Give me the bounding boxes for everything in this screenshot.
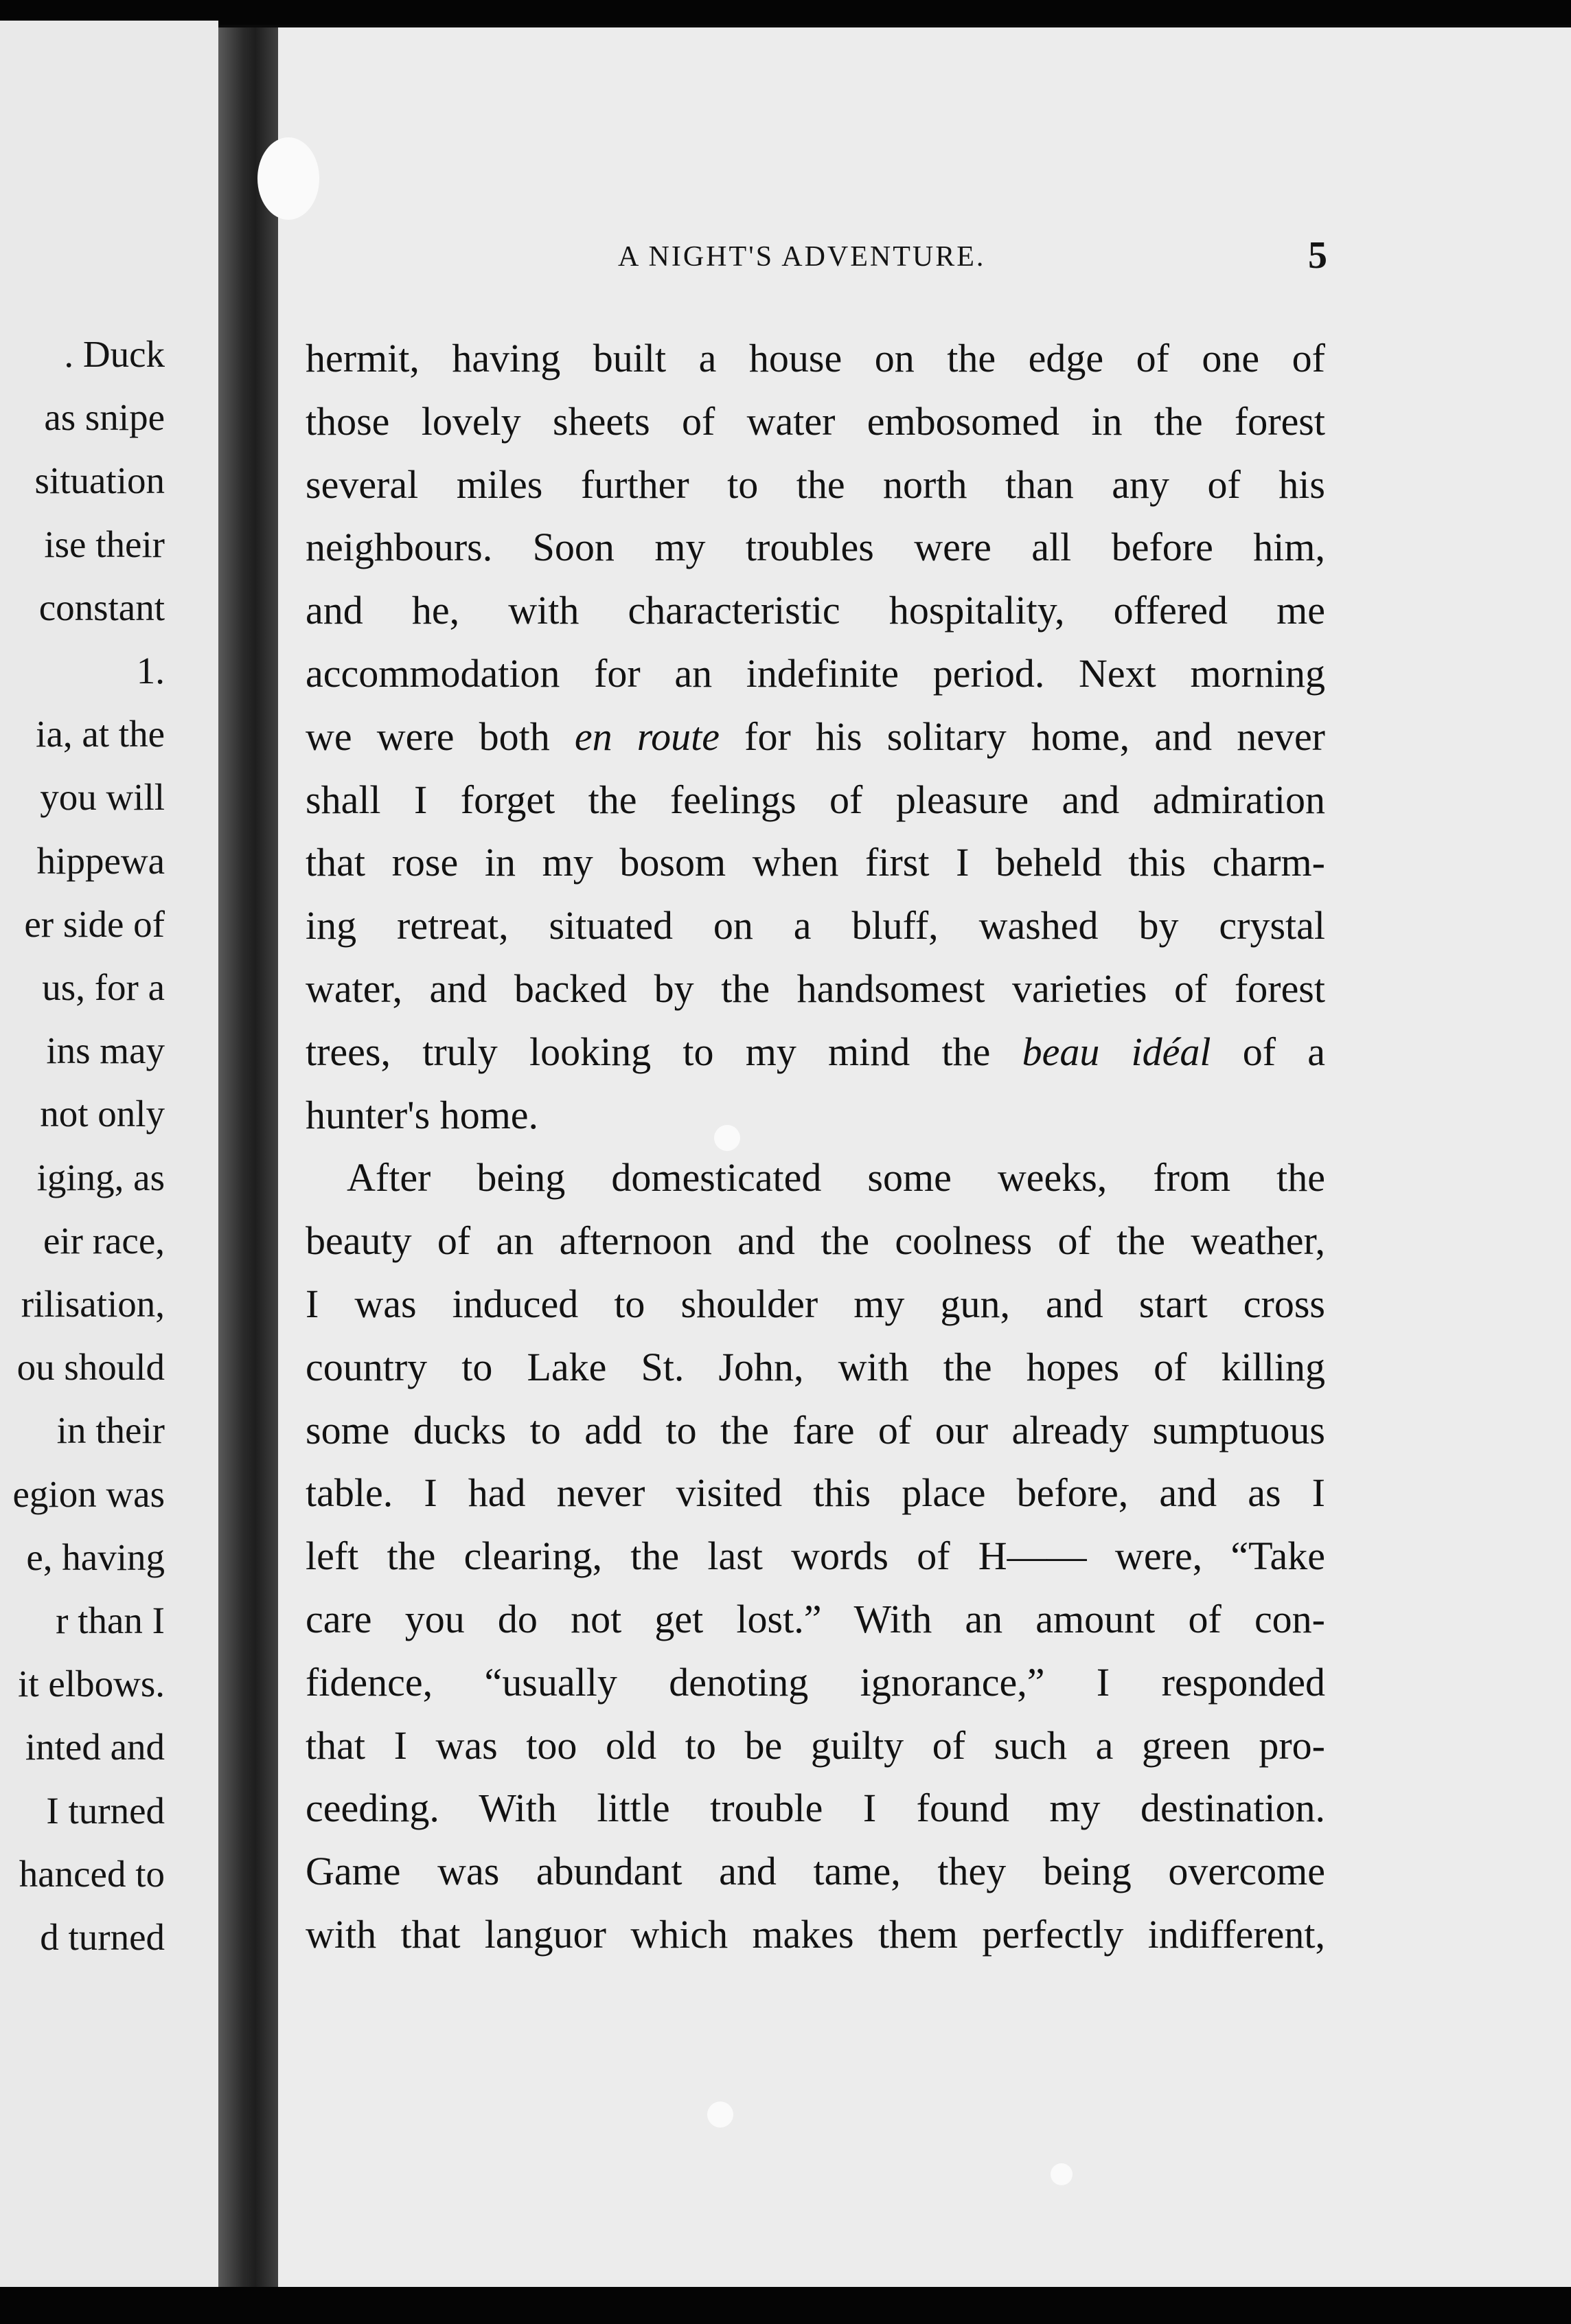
left-line: egion was [12, 1472, 165, 1515]
left-line: situation [34, 459, 165, 502]
running-head: A NIGHT'S ADVENTURE. [618, 241, 986, 273]
text-line: several miles further to the north than any of his [306, 462, 1325, 507]
left-line: I turned [46, 1789, 165, 1832]
text-line: with that languor which makes them perfectly indifferent, [306, 1911, 1325, 1957]
text-line: I was induced to shoulder my gun, and start cross [306, 1281, 1325, 1326]
text-segment: for his solitary home, and never [744, 714, 1325, 759]
text-line: neighbours. Soon my troubles were all before him, [306, 525, 1325, 570]
text-segment: of a [1242, 1029, 1326, 1074]
left-line: ou should [16, 1346, 165, 1389]
text-line: some ducks to add to the fare of our already sumptuous [306, 1407, 1325, 1452]
text-segment: we were both [306, 714, 550, 759]
text-line: that rose in my bosom when first I beheld this charm- [306, 840, 1325, 885]
text-line: hermit, having built a house on the edge of one of [306, 336, 1325, 380]
text-line: country to Lake St. John, with the hopes of killing [306, 1344, 1325, 1389]
left-line: r than I [56, 1599, 165, 1642]
left-line: not only [40, 1093, 165, 1135]
left-line: as snipe [44, 396, 165, 439]
italic-phrase: beau idéal [1022, 1029, 1211, 1074]
left-line: you will [40, 776, 165, 819]
left-line: rilisation, [21, 1283, 165, 1325]
italic-phrase: en route [574, 714, 720, 759]
scan-bottom-edge [0, 2287, 1571, 2324]
paragraph-first-line: After being domesticated some weeks, from the [347, 1155, 1325, 1200]
text-line: Game was abundant and tame, they being overcome [306, 1849, 1325, 1894]
left-line: d turned [40, 1916, 165, 1959]
left-line: us, for a [42, 966, 165, 1009]
left-line: in their [56, 1409, 165, 1452]
text-line: and he, with characteristic hospitality, offered me [306, 588, 1325, 633]
text-line: left the clearing, the last words of H—— were, “Take [306, 1534, 1325, 1579]
left-line: er side of [24, 902, 165, 945]
left-line: e, having [26, 1536, 165, 1578]
left-page-text [13, 323, 165, 1969]
text-line: those lovely sheets of water embosomed in the forest [306, 398, 1325, 444]
text-line: fidence, “usually denoting ignorance,” I responded [306, 1659, 1325, 1705]
paper-blemish [707, 2101, 733, 2128]
body-text [306, 327, 1325, 1966]
left-line: ise their [44, 523, 165, 565]
scan-top-edge [0, 0, 1571, 25]
text-line: accommodation for an indefinite period. Next morning [306, 650, 1325, 696]
text-line: shall I forget the feelings of pleasure and admiration [306, 777, 1325, 822]
text-line: hunter's home. [306, 1092, 539, 1137]
text-line: beauty of an afternoon and the coolness of the weather, [306, 1218, 1325, 1264]
left-line: it elbows. [18, 1663, 165, 1705]
text-line: table. I had never visited this place before, and as I [306, 1470, 1325, 1516]
left-line: hippewa [36, 839, 165, 882]
text-line: that I was too old to be guilty of such a green pro- [306, 1722, 1325, 1768]
paper-blemish [1051, 2163, 1073, 2185]
text-line: ceeding. With little trouble I found my destination. [306, 1786, 1325, 1831]
left-line: hanced to [19, 1852, 165, 1895]
text-line: ing retreat, situated on a bluff, washed by crystal [306, 903, 1325, 948]
left-line: 1. [136, 650, 165, 692]
text-segment: trees, truly looking to my mind the [306, 1029, 991, 1074]
text-line [306, 705, 1325, 768]
left-line: iging, as [36, 1156, 165, 1198]
text-line: care you do not get lost.” With an amount of con- [306, 1596, 1325, 1641]
book-gutter [218, 27, 280, 2294]
text-line: water, and backed by the handsomest varieties of forest [306, 966, 1325, 1011]
left-line: inted and [25, 1726, 165, 1768]
left-line: ia, at the [36, 713, 165, 755]
left-line: constant [38, 586, 165, 628]
left-line: eir race, [43, 1219, 165, 1262]
text-line [306, 1021, 1325, 1084]
page-number: 5 [1308, 234, 1327, 277]
left-page-fragment [0, 21, 218, 2287]
left-line: ins may [46, 1029, 165, 1072]
paper-blemish [257, 137, 319, 220]
left-line: . Duck [64, 333, 165, 375]
